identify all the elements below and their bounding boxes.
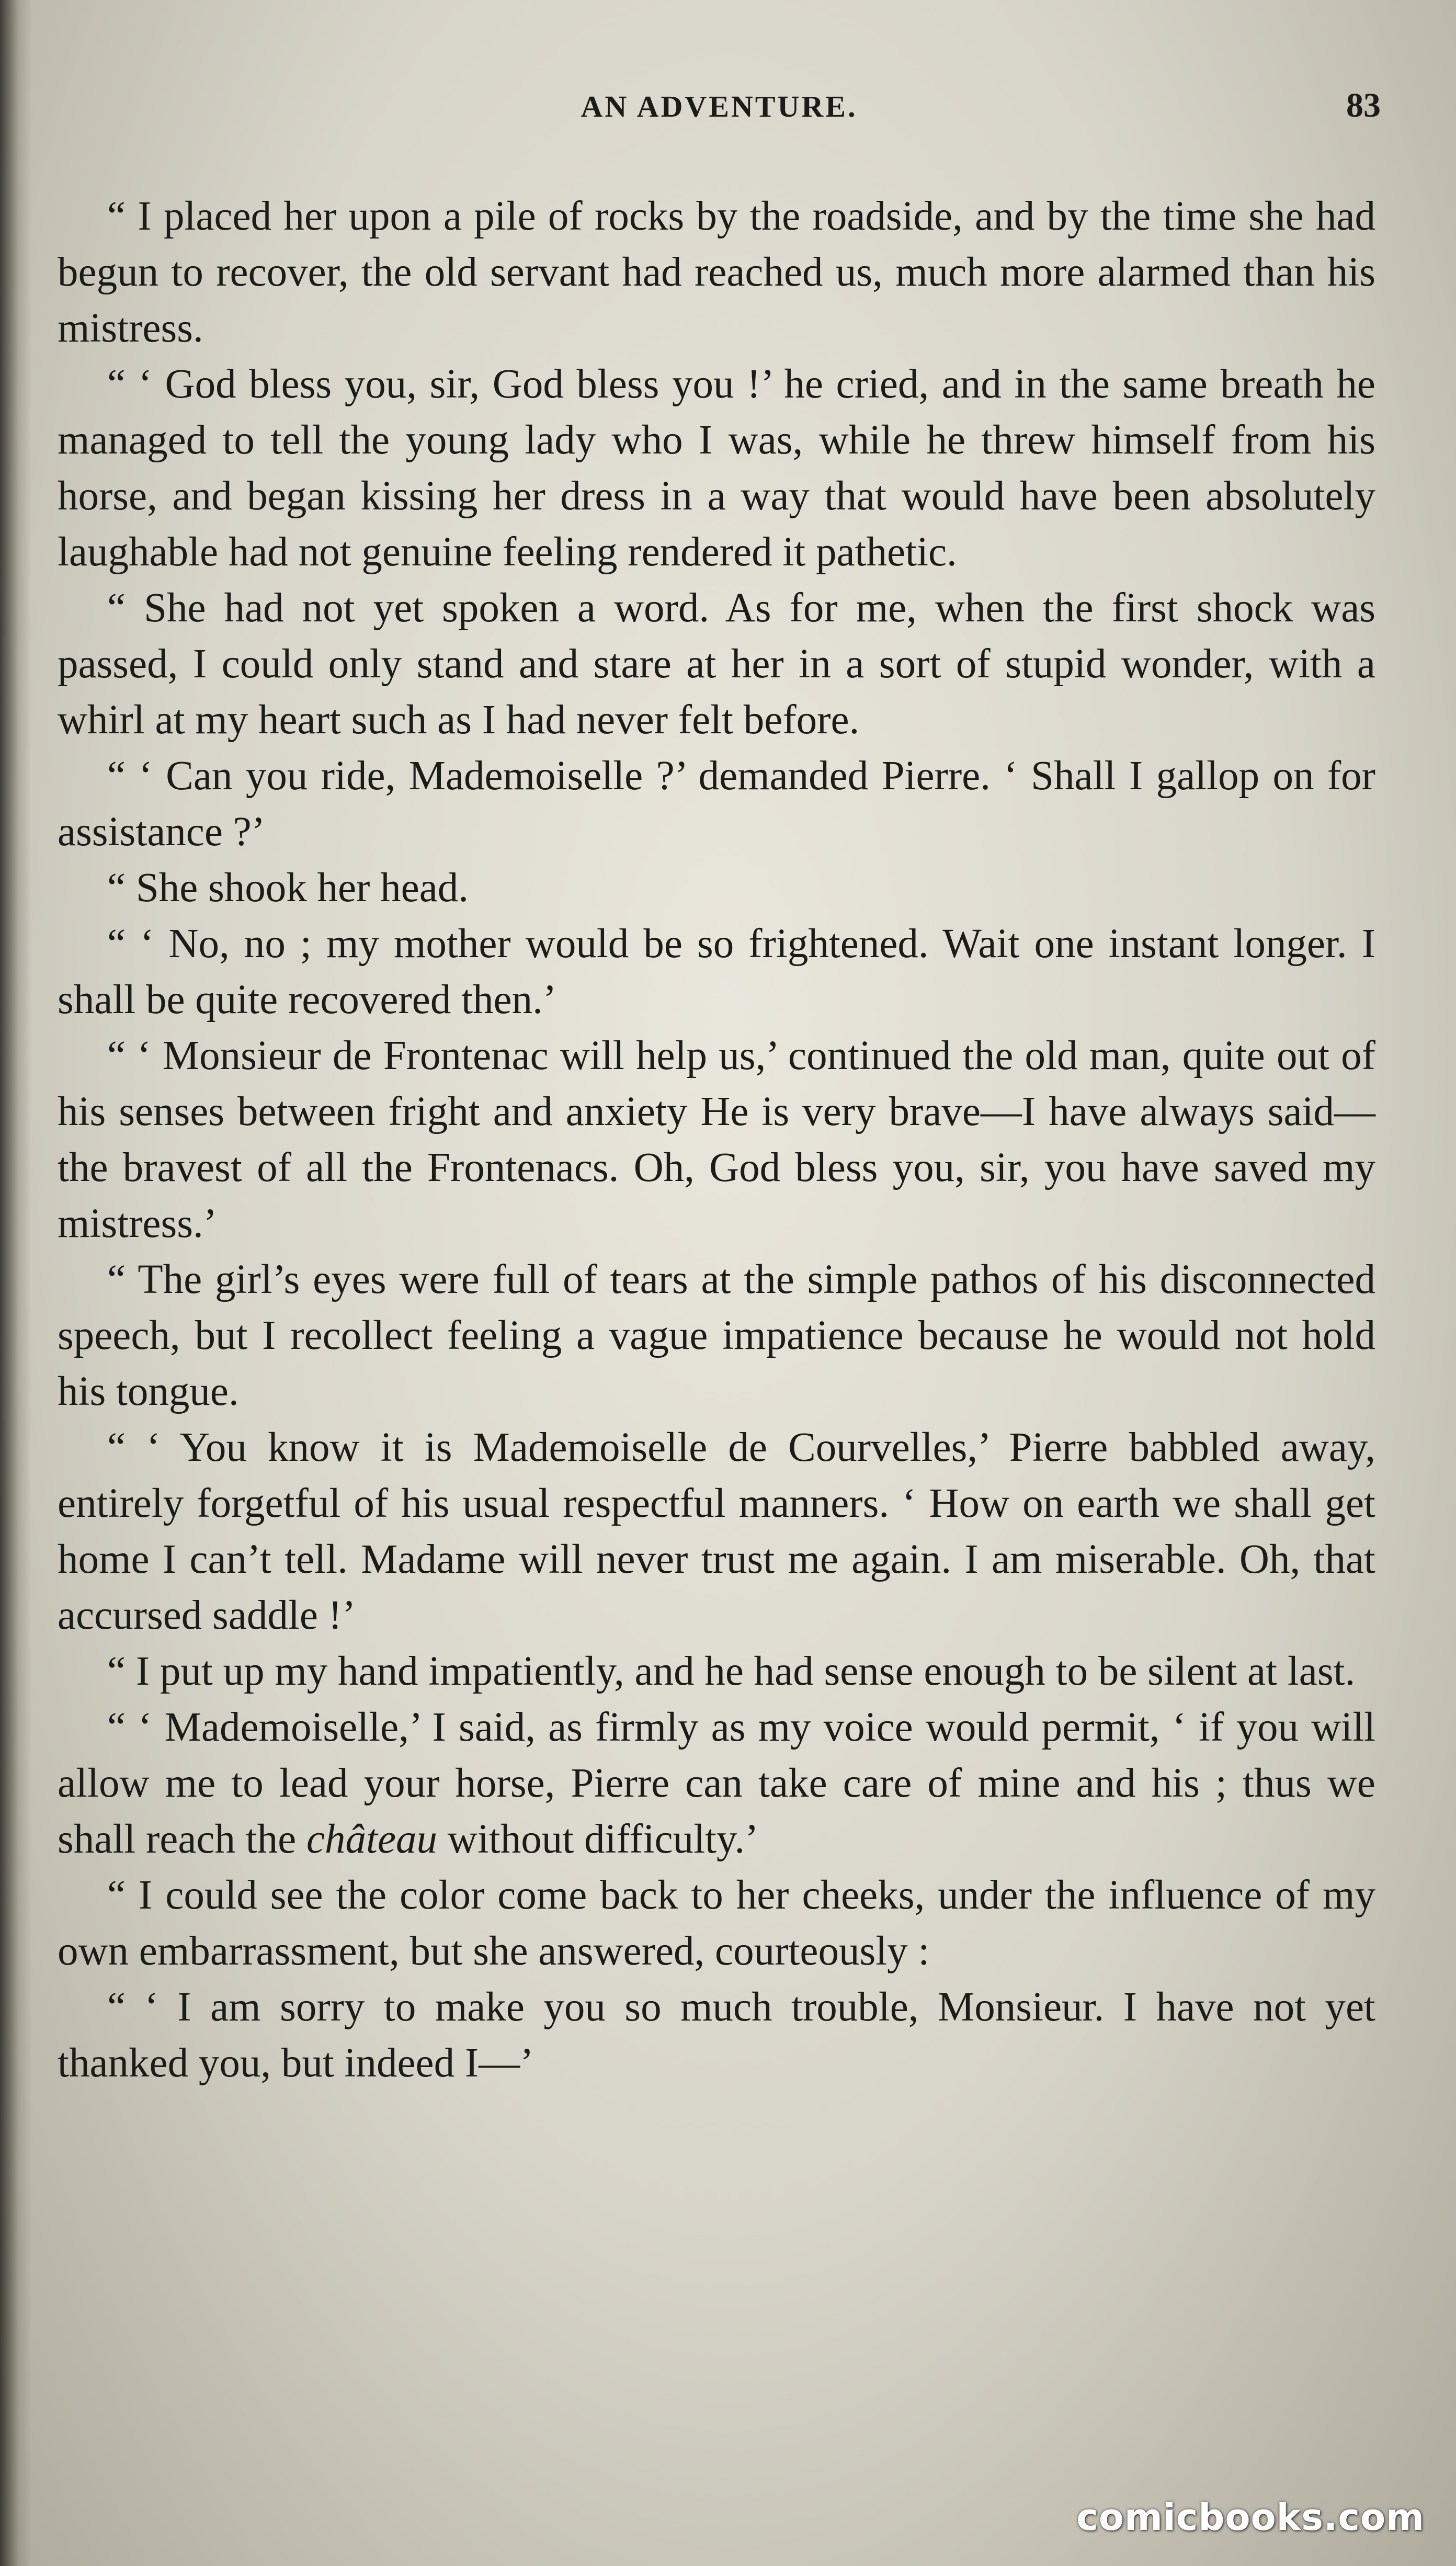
paragraph: “ She shook her head. [107, 865, 469, 911]
watermark: comicbooks.com [1076, 2496, 1425, 2539]
paragraph-text: without difficulty.’ [437, 1816, 759, 1862]
paragraph-text: “ ‘ Mademoiselle,’ I said, as firmly as my voice would permit, ‘ if you will allow me to lead your horse, Pierre can take care of mine and his ; thus we shall reach the [58, 1705, 1375, 1862]
binding-shadow [0, 0, 31, 2566]
paragraph: “ ‘ You know it is Mademoiselle de Courvelles,’ Pierre babbled away, entirely forgetful of his usual respectful manners. ‘ How on earth we shall get home I can’t tell. Madame will never trust me again. I am miserable. Oh, that accursed saddle !’ [58, 1425, 1375, 1638]
page-number: 83 [1346, 86, 1381, 124]
paragraph: “ ‘ Monsieur de Frontenac will help us,’ continued the old man, quite out of his senses between fright and anxiety He is very brave—I have always said—the bravest of all the Frontenacs. Oh, God bless you, sir, you have saved my mistress.’ [58, 1033, 1375, 1246]
running-title: AN ADVENTURE. [581, 89, 858, 123]
body-text [58, 188, 1375, 2091]
paragraph: “ ‘ No, no ; my mother would be so frightened. Wait one instant longer. I shall be quite recovered then.’ [58, 921, 1375, 1023]
italic-word: château [306, 1816, 438, 1862]
paragraph: “ ‘ I am sorry to make you so much trouble, Monsieur. I have not yet thanked you, but indeed I—’ [58, 1984, 1375, 2086]
page-header [58, 86, 1381, 141]
paragraph: “ The girl’s eyes were full of tears at the simple pathos of his disconnected speech, but I recollect feeling a vague impatience because he would not hold his tongue. [58, 1257, 1375, 1414]
paragraph: “ I could see the color come back to her cheeks, under the influence of my own embarrassment, but she answered, courteously : [58, 1872, 1375, 1974]
paragraph [58, 1699, 1375, 1867]
paragraph: “ ‘ God bless you, sir, God bless you !’ he cried, and in the same breath he managed to tell the young lady who I was, while he threw himself from his horse, and began kissing her dress in a way that would have been absolutely laughable had not genuine feeling rendered it pathetic. [58, 361, 1375, 575]
paragraph: “ I put up my hand impatiently, and he had sense enough to be silent at last. [107, 1649, 1356, 1694]
paragraph: “ She had not yet spoken a word. As for me, when the first shock was passed, I could only stand and stare at her in a sort of stupid wonder, with a whirl at my heart such as I had never felt before. [58, 585, 1375, 743]
paragraph: “ ‘ Can you ride, Mademoiselle ?’ demanded Pierre. ‘ Shall I gallop on for assistance ?’ [58, 753, 1375, 855]
paragraph: “ I placed her upon a pile of rocks by the roadside, and by the time she had begun to recover, the old servant had reached us, much more alarmed than his mistress. [58, 194, 1375, 351]
